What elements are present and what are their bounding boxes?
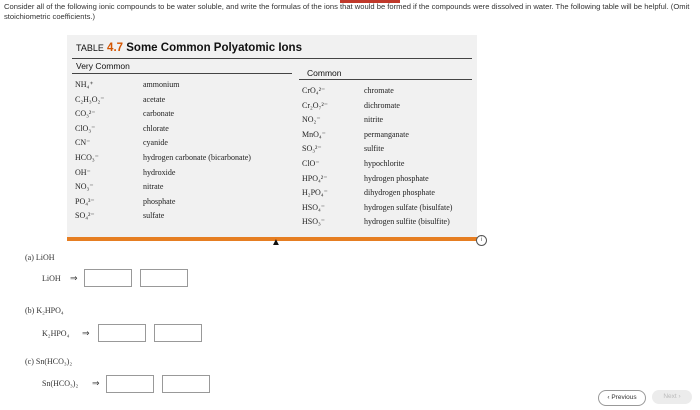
ion-name: hydrogen sulfate (bisulfate) [364, 202, 453, 212]
next-label: Next [663, 393, 677, 400]
part-a-answer-input-1[interactable] [84, 269, 132, 287]
ion-name: permanganate [364, 129, 409, 139]
ion-formula: ClO₃⁻ [75, 123, 96, 133]
ion-formula: Cr₂O₇²⁻ [302, 100, 328, 110]
ion-name: hypochlorite [364, 158, 405, 168]
ion-formula: HSO₃⁻ [302, 217, 326, 227]
previous-button[interactable] [598, 390, 646, 406]
ion-formula: HCO₃⁻ [75, 152, 99, 162]
ion-name: chromate [364, 86, 394, 95]
ion-formula: CO₃²⁻ [75, 109, 96, 119]
ion-name: ammonium [143, 80, 180, 89]
ion-formula: SO₄²⁻ [75, 211, 95, 221]
previous-label: Previous [611, 394, 637, 401]
ion-formula: NO₃⁻ [75, 182, 94, 192]
chevron-left-icon: ‹ [607, 394, 610, 401]
ion-name: chlorate [143, 123, 169, 133]
part-c-answer-input-2[interactable] [162, 375, 210, 393]
ion-name: nitrate [143, 182, 164, 192]
common-formula-column [302, 84, 352, 230]
ion-name: phosphate [143, 196, 176, 206]
ion-formula: NO₂⁻ [302, 115, 321, 125]
part-b-answer-input-1[interactable] [98, 324, 146, 342]
very-common-formula-column [75, 78, 130, 224]
part-a-compound: LiOH [42, 274, 61, 283]
table-title [76, 42, 302, 54]
mouse-cursor-icon: ▲ [271, 237, 281, 248]
ion-name: sulfate [143, 211, 165, 221]
ion-name: acetate [143, 94, 166, 104]
ion-formula: HSO₄⁻ [302, 202, 326, 212]
part-c-compound: Sn(HCO₃)₂ [42, 379, 79, 388]
ion-formula: PO₄³⁻ [75, 196, 95, 206]
ion-formula: MnO₄⁻ [302, 129, 326, 139]
very-common-name-column [143, 78, 293, 224]
ion-name: dichromate [364, 100, 400, 110]
part-b-compound: K₂HPO₄ [42, 329, 70, 338]
part-a-arrow: ⇒ [70, 273, 78, 283]
part-b-arrow: ⇒ [82, 328, 90, 338]
ion-name: hydrogen sulfite (bisulfite) [364, 217, 450, 227]
info-icon[interactable]: i [476, 235, 487, 246]
part-c-arrow: ⇒ [92, 378, 100, 388]
polyatomic-ions-table [67, 35, 477, 241]
question-instructions: Consider all of the following ionic compounds to be water soluble, and write the formulas of the ions that would be formed if the compounds were dissolved in water. The following table will be helpful. (Omit stoichiometric coefficients.) [4, 2, 690, 21]
title-divider [72, 58, 472, 59]
very-common-header: Very Common [76, 61, 130, 71]
ion-formula: C₂H₃O₂⁻ [75, 94, 105, 104]
part-c-answer-input-1[interactable] [106, 375, 154, 393]
ion-name: sulfite [364, 144, 384, 154]
common-name-column [364, 84, 476, 230]
part-b-answer-input-2[interactable] [154, 324, 202, 342]
ion-name: hydrogen carbonate (bicarbonate) [143, 152, 251, 162]
ion-formula: HPO₄²⁻ [302, 173, 328, 183]
ion-name: nitrite [364, 115, 384, 125]
common-header: Common [307, 68, 342, 78]
ion-formula: SO₃²⁻ [302, 144, 322, 154]
part-a-answer-input-2[interactable] [140, 269, 188, 287]
ion-formula: NH₄⁺ [75, 80, 94, 89]
ion-formula: H₂PO₄⁻ [302, 188, 328, 198]
ion-formula: CN⁻ [75, 138, 91, 148]
table-label-prefix: TABLE [76, 43, 104, 53]
ion-formula: OH⁻ [75, 167, 91, 177]
ion-name: hydrogen phosphate [364, 173, 429, 183]
chevron-right-icon: › [678, 393, 681, 400]
table-name: Some Common Polyatomic Ions [126, 42, 302, 54]
very-common-divider [72, 73, 292, 74]
ion-name: hydroxide [143, 167, 176, 177]
table-number: 4.7 [107, 42, 124, 54]
part-a-label: (a) LiOH [25, 253, 55, 262]
ion-formula: CrO₄²⁻ [302, 86, 326, 95]
ion-name: cyanide [143, 138, 168, 148]
ion-name: dihydrogen phosphate [364, 188, 435, 198]
ion-formula: ClO⁻ [302, 158, 320, 168]
next-button[interactable] [652, 390, 692, 404]
part-b-label: (b) K₂HPO₄ [25, 306, 64, 315]
common-divider [299, 79, 472, 80]
part-c-label: (c) Sn(HCO₃)₂ [25, 357, 73, 366]
ion-name: carbonate [143, 109, 175, 119]
